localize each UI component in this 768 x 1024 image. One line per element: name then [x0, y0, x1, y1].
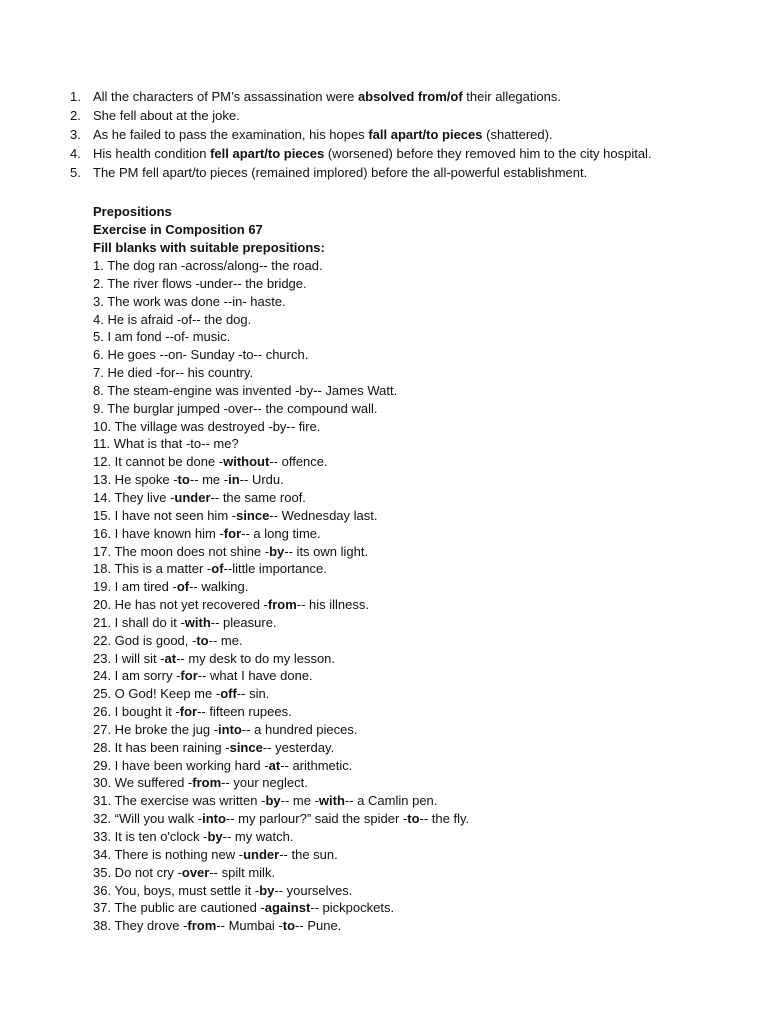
answer-text: from [267, 597, 297, 613]
exercise-item [93, 774, 693, 792]
exercise-item [93, 328, 693, 346]
item-text: 8. The steam-engine was invented -by-- James Watt. [93, 382, 398, 398]
answer-text: for [180, 668, 198, 684]
item-text: 14. They live - [93, 489, 175, 505]
answer-text: against [264, 900, 311, 916]
item-text: 9. The burglar jumped -over-- the compound wall. [93, 400, 378, 416]
item-text: -- fifteen rupees. [197, 704, 292, 720]
list-item [70, 106, 690, 125]
list-number: 3. [70, 127, 81, 142]
item-text: their allegations. [462, 89, 561, 104]
exercise-item [93, 560, 693, 578]
answer-text: at [268, 757, 281, 773]
exercise-item [93, 792, 693, 810]
exercise-item [93, 507, 693, 525]
item-text: 35. Do not cry - [93, 864, 182, 880]
answer-text: of [176, 579, 190, 595]
item-text: All the characters of PM’s assassination were [93, 89, 358, 104]
item-text: -- the sun. [279, 846, 338, 862]
item-text: 12. It cannot be done - [93, 454, 224, 470]
answer-text: by [269, 543, 285, 559]
exercise-item [93, 899, 693, 917]
exercise-item [93, 667, 693, 685]
item-text: -- what I have done. [197, 668, 313, 684]
exercise-item [93, 275, 693, 293]
item-text: (worsened) before they removed him to the city hospital. [324, 146, 652, 161]
item-text: 1. The dog ran -across/along-- the road. [93, 258, 323, 273]
item-text: 38. They drove - [93, 918, 188, 934]
item-text: -- its own light. [284, 543, 369, 559]
item-text: 11. What is that -to-- me? [93, 436, 239, 452]
answer-text: for [223, 525, 242, 541]
item-text: -- yesterday. [262, 739, 335, 755]
item-text: 5. I am fond --of- music. [93, 329, 231, 345]
item-text: 2. The river flows -under-- the bridge. [93, 275, 307, 291]
item-text: -- offence. [269, 454, 328, 470]
item-text: -- my watch. [222, 829, 294, 844]
answer-text: to [196, 632, 209, 648]
list-item [70, 125, 690, 144]
exercise-list [93, 257, 693, 935]
exercise-item [93, 882, 693, 900]
list-number: 1. [70, 89, 81, 104]
numbered-list [70, 87, 690, 182]
section-heading: Prepositions [93, 204, 172, 219]
item-text: 26. I bought it - [93, 704, 180, 720]
exercise-item [93, 757, 693, 775]
item-text: -- a Camlin pen. [344, 793, 438, 809]
item-text: 16. I have known him - [93, 525, 224, 541]
exercise-item [93, 382, 693, 400]
exercise-item [93, 685, 693, 703]
exercise-item [93, 703, 693, 721]
item-text: -- yourselves. [274, 882, 353, 898]
answer-text: of [211, 561, 224, 577]
answer-text: off [220, 686, 237, 702]
item-text: (shattered). [482, 127, 553, 142]
item-text: 4. He is afraid -of-- the dog. [93, 311, 252, 327]
item-text: -- the same roof. [210, 489, 306, 505]
item-text: -- Urdu. [239, 472, 284, 488]
item-text: 21. I shall do it - [93, 614, 185, 630]
item-text: -- my desk to do my lesson. [176, 650, 336, 666]
item-text: 18. This is a matter - [93, 561, 212, 577]
item-text: 36. You, boys, must settle it - [93, 882, 260, 898]
item-text: 33. It is ten o'clock - [93, 829, 208, 844]
item-text: -- Wednesday last. [269, 507, 378, 523]
answer-text: at [164, 650, 177, 666]
item-text: 24. I am sorry - [93, 668, 181, 684]
item-text: 34. There is nothing new - [93, 846, 244, 862]
item-text: 19. I am tired - [93, 579, 177, 595]
exercise-item [93, 578, 693, 596]
answer-text: fell apart/to pieces [210, 146, 325, 161]
item-text: 32. “Will you walk - [93, 811, 203, 827]
answer-text: over [181, 864, 210, 880]
exercise-item [93, 418, 693, 436]
item-text: 15. I have not seen him - [93, 507, 237, 523]
item-text: His health condition [93, 146, 211, 161]
exercise-item [93, 364, 693, 382]
item-text: 3. The work was done --in- haste. [93, 293, 286, 309]
item-text: -- your neglect. [221, 775, 308, 791]
answer-text: by [265, 793, 281, 809]
answer-text: to [407, 811, 420, 827]
list-number: 5. [70, 165, 81, 180]
item-text: -- Pune. [295, 918, 342, 934]
answer-text: under [174, 489, 211, 505]
exercise-item [93, 346, 693, 364]
exercise-heading: Exercise in Composition 67 [93, 222, 263, 237]
exercise-item [93, 435, 693, 453]
exercise-item [93, 293, 693, 311]
exercise-item [93, 864, 693, 882]
prepositions-section [93, 203, 693, 935]
exercise-item [93, 489, 693, 507]
answer-text: by [207, 829, 223, 844]
list-number: 2. [70, 108, 81, 123]
item-text: -- arithmetic. [280, 757, 353, 773]
item-text: -- me - [189, 472, 229, 488]
item-text: 17. The moon does not shine - [93, 543, 270, 559]
exercise-item [93, 846, 693, 864]
item-text: 37. The public are cautioned - [93, 900, 265, 916]
item-text: -- spilt milk. [209, 864, 276, 880]
item-text: 29. I have been working hard - [93, 757, 269, 773]
answer-text: from [187, 918, 217, 934]
exercise-item [93, 650, 693, 668]
item-text: 30. We suffered - [93, 775, 193, 791]
item-text: 31. The exercise was written - [93, 793, 266, 809]
answer-text: into [202, 811, 226, 827]
item-text: 10. The village was destroyed -by-- fire. [93, 418, 321, 434]
instruction-heading: Fill blanks with suitable prepositions: [93, 240, 325, 255]
answer-text: since [236, 507, 270, 523]
exercise-item [93, 525, 693, 543]
item-text: -- pleasure. [210, 614, 277, 630]
exercise-item [93, 917, 693, 935]
list-item [70, 163, 690, 182]
item-text: -- me - [280, 793, 319, 809]
exercise-item [93, 739, 693, 757]
item-text: -- Mumbai - [216, 918, 283, 934]
exercise-item [93, 614, 693, 632]
exercise-item [93, 828, 693, 846]
answer-text: by [259, 882, 275, 898]
item-text: 27. He broke the jug - [93, 721, 219, 737]
answer-text: without [223, 454, 270, 470]
item-text: As he failed to pass the examination, his hopes [93, 127, 369, 142]
item-text: -- his illness. [296, 597, 370, 613]
item-text: -- a long time. [241, 525, 321, 541]
exercise-item [93, 453, 693, 471]
item-text: 7. He died -for-- his country. [93, 365, 254, 381]
exercise-item [93, 471, 693, 489]
item-text: She fell about at the joke. [93, 108, 240, 123]
item-text: 13. He spoke - [93, 472, 178, 488]
item-text: -- the fly. [419, 811, 470, 827]
item-text: 28. It has been raining - [93, 739, 230, 755]
list-item [70, 87, 690, 106]
answer-text: into [218, 721, 242, 737]
answer-text: to [282, 918, 296, 934]
answer-text: from [192, 775, 222, 791]
answer-text: since [229, 739, 263, 755]
item-text: -- pickpockets. [310, 900, 395, 916]
item-text: -- walking. [189, 579, 249, 595]
exercise-item [93, 721, 693, 739]
exercise-item [93, 632, 693, 650]
list-number: 4. [70, 146, 81, 161]
list-item [70, 144, 690, 163]
item-text: -- a hundred pieces. [241, 721, 358, 737]
exercise-item [93, 543, 693, 561]
exercise-item [93, 596, 693, 614]
answer-text: to [177, 472, 190, 488]
item-text: 23. I will sit - [93, 650, 165, 666]
answer-text: for [179, 704, 198, 720]
exercise-item [93, 257, 693, 275]
answer-text: absolved from/of [357, 89, 463, 104]
item-text: The PM fell apart/to pieces (remained implored) before the all-powerful establishment. [93, 165, 588, 180]
answer-text: in [228, 472, 240, 488]
item-text: 22. God is good, - [93, 632, 197, 648]
item-text: --little importance. [223, 561, 327, 577]
item-text: -- me. [208, 632, 243, 648]
item-text: 20. He has not yet recovered - [93, 597, 268, 613]
exercise-item [93, 810, 693, 828]
item-text: 25. O God! Keep me - [93, 686, 221, 702]
exercise-item [93, 311, 693, 329]
item-text: 6. He goes --on- Sunday -to-- church. [93, 347, 309, 363]
answer-text: with [318, 793, 345, 809]
answer-text: fall apart/to pieces [368, 127, 483, 142]
answer-text: with [184, 614, 211, 630]
answer-text: under [243, 846, 280, 862]
item-text: -- sin. [236, 686, 270, 702]
item-text: -- my parlour?” said the spider - [225, 811, 408, 827]
exercise-item [93, 400, 693, 418]
